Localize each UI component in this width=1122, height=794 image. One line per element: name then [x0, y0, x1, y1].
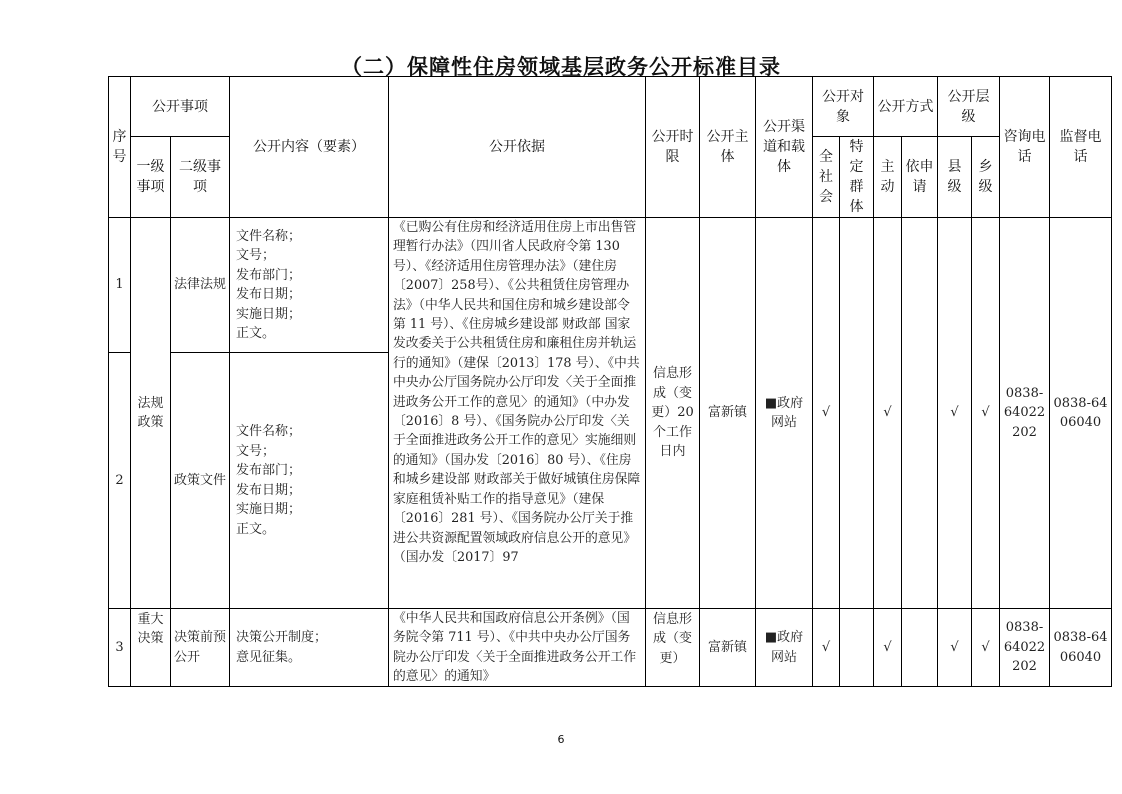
check-active: √ [874, 218, 902, 609]
header-channel: 公开渠道和载体 [756, 77, 813, 218]
check-county: √ [938, 609, 972, 687]
time-limit: 信息形成（变更）20 个工作日内 [646, 218, 700, 609]
content-elements: 文件名称； 文号； 发布部门； 发布日期； 实施日期； 正文。 [230, 218, 389, 353]
supervise-phone: 0838-640​604​0 [1050, 609, 1112, 687]
header-method: 公开方式 [874, 77, 938, 137]
check-request [902, 609, 938, 687]
header-basis: 公开依据 [389, 77, 646, 218]
subject: 富新镇 [700, 218, 756, 609]
header-level2: 二级事项 [171, 137, 230, 218]
channel: ■政府网站 [756, 609, 813, 687]
subject: 富新镇 [700, 609, 756, 687]
header-consult-phone: 咨询电话 [1000, 77, 1050, 218]
row-number: 2 [109, 353, 131, 609]
directory-table [108, 76, 1112, 687]
supervise-phone: 0838-640​604​0 [1050, 218, 1112, 609]
check-specific-group [840, 218, 874, 609]
consult-phone: 0838-640​222​02 [1000, 218, 1050, 609]
page-title: （二）保障性住房领域基层政务公开标准目录 [341, 55, 781, 79]
header-supervise-phone: 监督电话 [1050, 77, 1112, 218]
basis-text-clip: 《已购公有住房和经济适用住房上市出售管理暂行办法》（四川省人民政府令第 130 号）、《经济适用住房管理办法》（建住房〔2007〕258号）、《公共租赁住房管理办法》（中华人民共和国住房和城乡建设部令第 11 号）、《住房城乡建设部 财政部 国家发改委关于公共租赁住房和廉租住房并轨运行的通知》（建保〔2013〕178 号）、《中共中央办公厅国务院办公厅印发〈关于全面推进政务公开工作的意见〉的通知》（中办发〔2016〕8 号）、《国务院办公厅印发〈关于全面推进政务公开工作的意见〉实施细则的通知》（国办发〔2016〕80 号）、《住房和城乡建设部 财政部关于做好城镇住房保障家庭租赁补贴工作的指导意见》（建保〔2016〕281 号）、《国务院办公厅关于推进公共资源配置领域政府信息公开的意见》（国办发〔2017〕97 [393, 220, 641, 565]
content-elements: 决策公开制度； 意见征集。 [230, 609, 389, 687]
level2-item: 法律法规 [171, 218, 230, 353]
level2-item: 决策前预公开 [171, 609, 230, 687]
row-number: 3 [109, 609, 131, 687]
check-all-society: √ [813, 609, 840, 687]
header-level1: 一级事项 [131, 137, 171, 218]
header-level-county: 县级 [938, 137, 972, 218]
header-seq: 序号 [109, 77, 131, 218]
time-limit-clip: 信息形成（变更） [652, 611, 692, 666]
basis-text [389, 609, 646, 687]
check-all-society: √ [813, 218, 840, 609]
level1-item-clip: 重大决策 [137, 611, 164, 646]
header-target-specific: 特定群体 [840, 137, 874, 218]
level1-item [131, 609, 171, 687]
header-method-active: 主动 [874, 137, 902, 218]
basis-text-clip: 《中华人民共和国政府信息公开条例》（国务院令第 711 号）、《中共中央办公厅国务院办公厅印发〈关于全面推进政务公开工作的意见〉的通知》 [393, 611, 637, 685]
header-level: 公开层级 [938, 77, 1000, 137]
page-number: 6 [557, 733, 565, 746]
time-limit [646, 609, 700, 687]
header-target: 公开对象 [813, 77, 874, 137]
channel: ■政府网站 [756, 218, 813, 609]
header-subject: 公开主体 [700, 77, 756, 218]
header-items: 公开事项 [131, 77, 230, 137]
header-content: 公开内容（要素） [230, 77, 389, 218]
header-method-request: 依申请 [902, 137, 938, 218]
check-active: √ [874, 609, 902, 687]
row-number: 1 [109, 218, 131, 353]
content-elements: 文件名称； 文号； 发布部门； 发布日期； 实施日期； 正文。 [230, 353, 389, 609]
level2-item: 政策文件 [171, 353, 230, 609]
check-town: √ [972, 218, 1000, 609]
basis-text [389, 218, 646, 609]
header-time-limit: 公开时限 [646, 77, 700, 218]
check-request [902, 218, 938, 609]
level1-item: 法规政策 [131, 218, 171, 609]
consult-phone: 0838-640​222​02 [1000, 609, 1050, 687]
check-town: √ [972, 609, 1000, 687]
check-county: √ [938, 218, 972, 609]
header-target-all: 全社会 [813, 137, 840, 218]
check-specific-group [840, 609, 874, 687]
header-level-town: 乡级 [972, 137, 1000, 218]
